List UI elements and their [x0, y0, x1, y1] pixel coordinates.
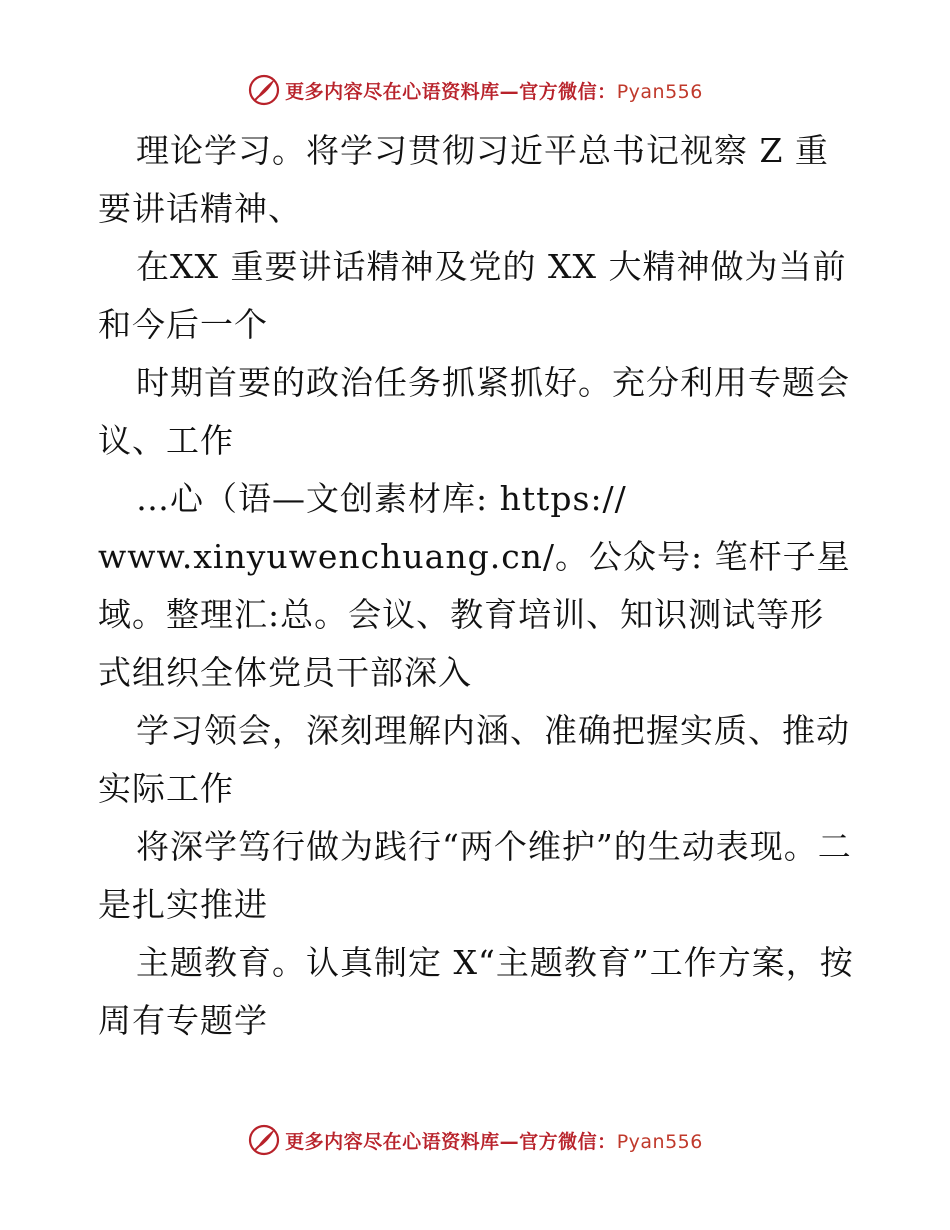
header-banner — [0, 70, 950, 110]
paragraph: …心（语—文创素材库: https:// — [136, 479, 627, 518]
feather-pen-logo-icon — [247, 73, 281, 107]
footer-brand: 更多内容尽在心语资料库— — [285, 1130, 520, 1153]
header-brand: 更多内容尽在心语资料库— — [285, 80, 520, 103]
paragraph: www.xinyuwenchuang.cn/。公众号: 笔杆子星域。整理汇:总。会议、教育培训、知识测试等形式组织全体党员干部深入 — [98, 537, 851, 692]
paragraph: 主题教育。认真制定 X“主题教育”工作方案，按周有专题学 — [98, 943, 854, 1040]
paragraph: 在XX 重要讲话精神及党的 XX 大精神做为当前和今后一个 — [98, 247, 847, 344]
paragraph: 时期首要的政治任务抓紧抓好。充分利用专题会议、工作 — [98, 363, 850, 460]
footer-banner — [0, 1120, 950, 1160]
paragraph: 将深学笃行做为践行“两个维护”的生动表现。二是扎实推进 — [98, 827, 852, 924]
body-text — [98, 122, 858, 1050]
footer-wechat-id: Pyan556 — [616, 1130, 703, 1153]
footer-banner-text — [285, 1127, 703, 1154]
header-wechat-id: Pyan556 — [616, 80, 703, 103]
footer-wechat-label: 官方微信： — [519, 1130, 617, 1153]
header-wechat-label: 官方微信： — [519, 80, 617, 103]
paragraph: 理论学习。将学习贯彻习近平总书记视察 Z 重要讲话精神、 — [98, 131, 829, 228]
paragraph: 学习领会，深刻理解内涵、准确把握实质、推动实际工作 — [98, 711, 850, 808]
feather-pen-logo-icon — [247, 1123, 281, 1157]
header-banner-text — [285, 77, 703, 104]
